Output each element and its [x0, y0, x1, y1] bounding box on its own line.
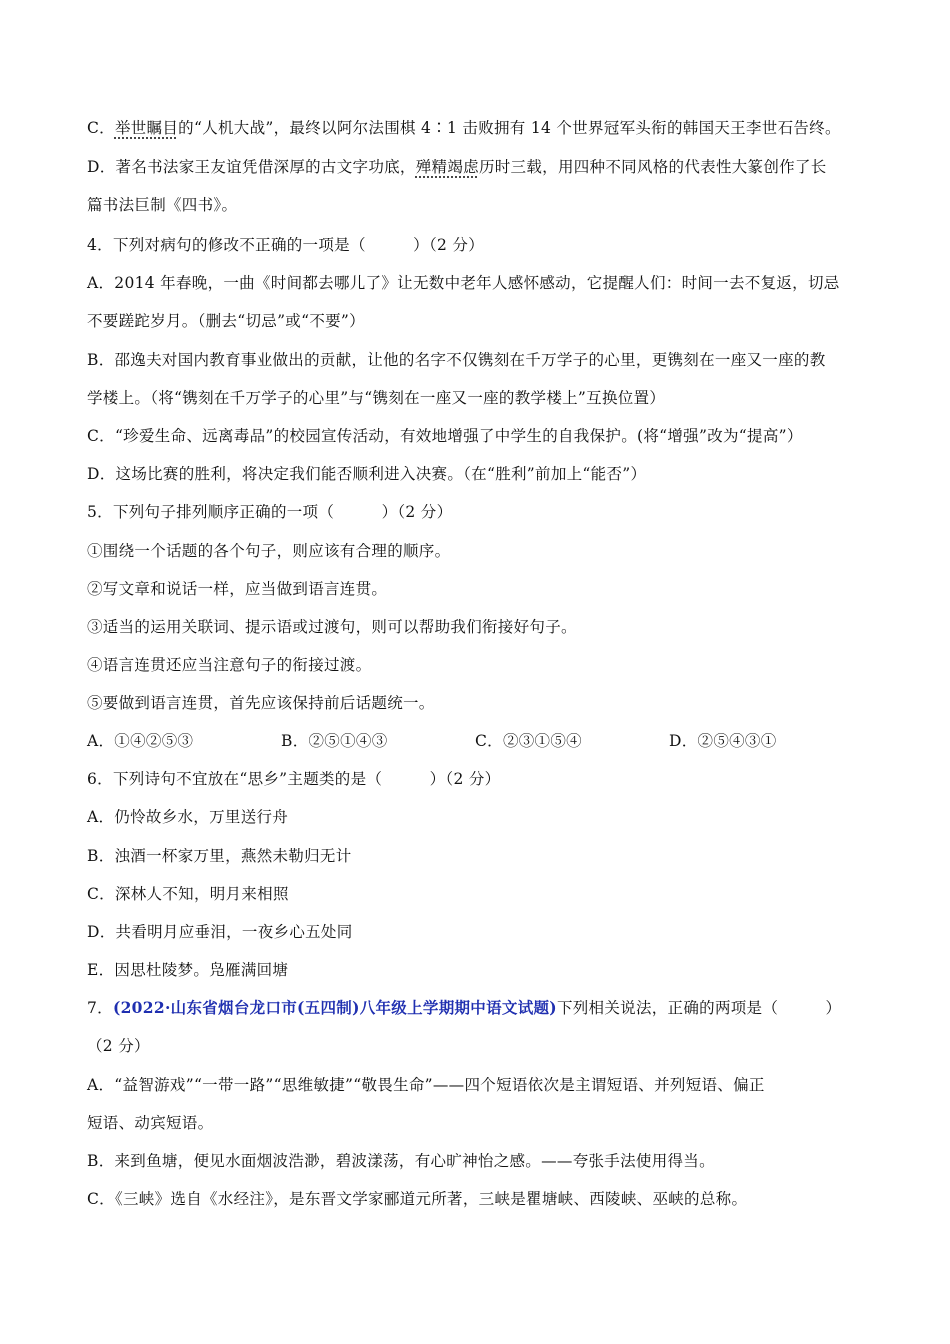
q5-sentence-3: ③适当的运用关联词、提示语或过渡句，则可以帮助我们衔接好句子。: [87, 618, 577, 636]
q4-option-b-line2: 学楼上。（将“镌刻在千万学子的心里”与“镌刻在一座又一座的教学楼上”互换位置）: [87, 389, 666, 407]
q5-sentence-2: ②写文章和说话一样，应当做到语言连贯。: [87, 580, 388, 598]
q4-option-b-line1: B．邵逸夫对国内教育事业做出的贡献，让他的名字不仅镌刻在千万学子的心里，更镌刻在一座又一座的教: [87, 351, 826, 369]
q7-option-a-line1: A．“益智游戏”“一带一路”“思维敏捷”“敬畏生命”——四个短语依次是主谓短语、并列短语、偏正: [87, 1076, 765, 1094]
q5-sentence-1: ①围绕一个话题的各个句子，则应该有合理的顺序。: [87, 542, 451, 560]
q5-stem: 5．下列句子排列顺序正确的一项（ ）（2 分）: [87, 503, 453, 521]
q4-stem: 4．下列对病句的修改不正确的一项是（ ）（2 分）: [87, 236, 485, 254]
q4-option-c: C．“珍爱生命、远离毒品”的校园宣传活动，有效地增强了中学生的自我保护。(将“增强”改为“提高”）: [87, 427, 803, 445]
q5-sentence-5: ⑤要做到语言连贯，首先应该保持前后话题统一。: [87, 694, 435, 712]
q3-option-d-line2: 篇书法巨制《四书》。: [87, 196, 238, 214]
q6-stem: 6．下列诗句不宜放在“思乡”主题类的是（ ）（2 分）: [87, 770, 501, 788]
q7-stem: 下列相关说法，正确的两项是（ ）: [556, 999, 842, 1017]
q3-c-prefix: C．: [87, 119, 115, 137]
q7-option-c: C．《三峡》选自《水经注》，是东晋文学家郦道元所著，三峡是瞿塘峡、西陵峡、巫峡的总称。: [87, 1190, 748, 1208]
q3-c-emphasis: 举世瞩目: [114, 119, 179, 137]
q6-option-e: E．因思杜陵梦。凫雁满回塘: [87, 961, 289, 979]
q6-option-c: C．深林人不知，明月来相照: [87, 885, 289, 903]
q6-option-b: B．浊酒一杯家万里，燕然未勒归无计: [87, 847, 352, 865]
q6-option-a: A．仍怜故乡水，万里送行舟: [87, 808, 289, 826]
q4-option-a-line1: A．2014 年春晚，一曲《时间都去哪儿了》让无数中老年人感怀感动，它提醒人们：时间一去不复返，切忌: [87, 274, 840, 292]
q7-number: 7．: [87, 999, 113, 1017]
q3-option-c: [87, 117, 870, 139]
q4-option-a-line2: 不要蹉跎岁月。（删去“切忌”或“不要”）: [87, 312, 365, 330]
q4-option-d: D．这场比赛的胜利，将决定我们能否顺利进入决赛。（在“胜利”前加上“能否”）: [87, 465, 647, 483]
q5-option-d: D．②⑤④③①: [669, 732, 777, 750]
q7-source: (2022·山东省烟台龙口市(五四制)八年级上学期期中语文试题): [112, 998, 557, 1017]
q5-options: [87, 730, 870, 752]
q3-d-prefix: D．著名书法家王友谊凭借深厚的古文字功底，: [87, 158, 416, 176]
q3-option-d-line1: [87, 156, 870, 178]
q6-option-d: D．共看明月应垂泪，一夜乡心五处同: [87, 923, 353, 941]
q5-sentence-4: ④语言连贯还应当注意句子的衔接过渡。: [87, 656, 372, 674]
q7-option-b: B．来到鱼塘，便见水面烟波浩渺，碧波漾荡，有心旷神怡之感。——夸张手法使用得当。: [87, 1152, 715, 1170]
q7-option-a-line2: 短语、动宾短语。: [87, 1114, 214, 1132]
q7-stem-line1: [87, 997, 870, 1019]
q7-score: （2 分）: [87, 1037, 150, 1055]
q5-option-b: B．②⑤①④③: [281, 732, 388, 750]
q3-d-rest: 历时三载，用四种不同风格的代表性大篆创作了长: [478, 158, 827, 176]
q3-c-rest: 的“人机大战”，最终以阿尔法围棋 4∶1 击败拥有 14 个世界冠军头衔的韩国天王李世石告终。: [178, 119, 841, 137]
q5-option-c: C．②③①⑤④: [475, 732, 582, 750]
q5-option-a: A．①④②⑤③: [87, 732, 194, 750]
q3-d-emphasis: 殚精竭虑: [415, 158, 479, 176]
